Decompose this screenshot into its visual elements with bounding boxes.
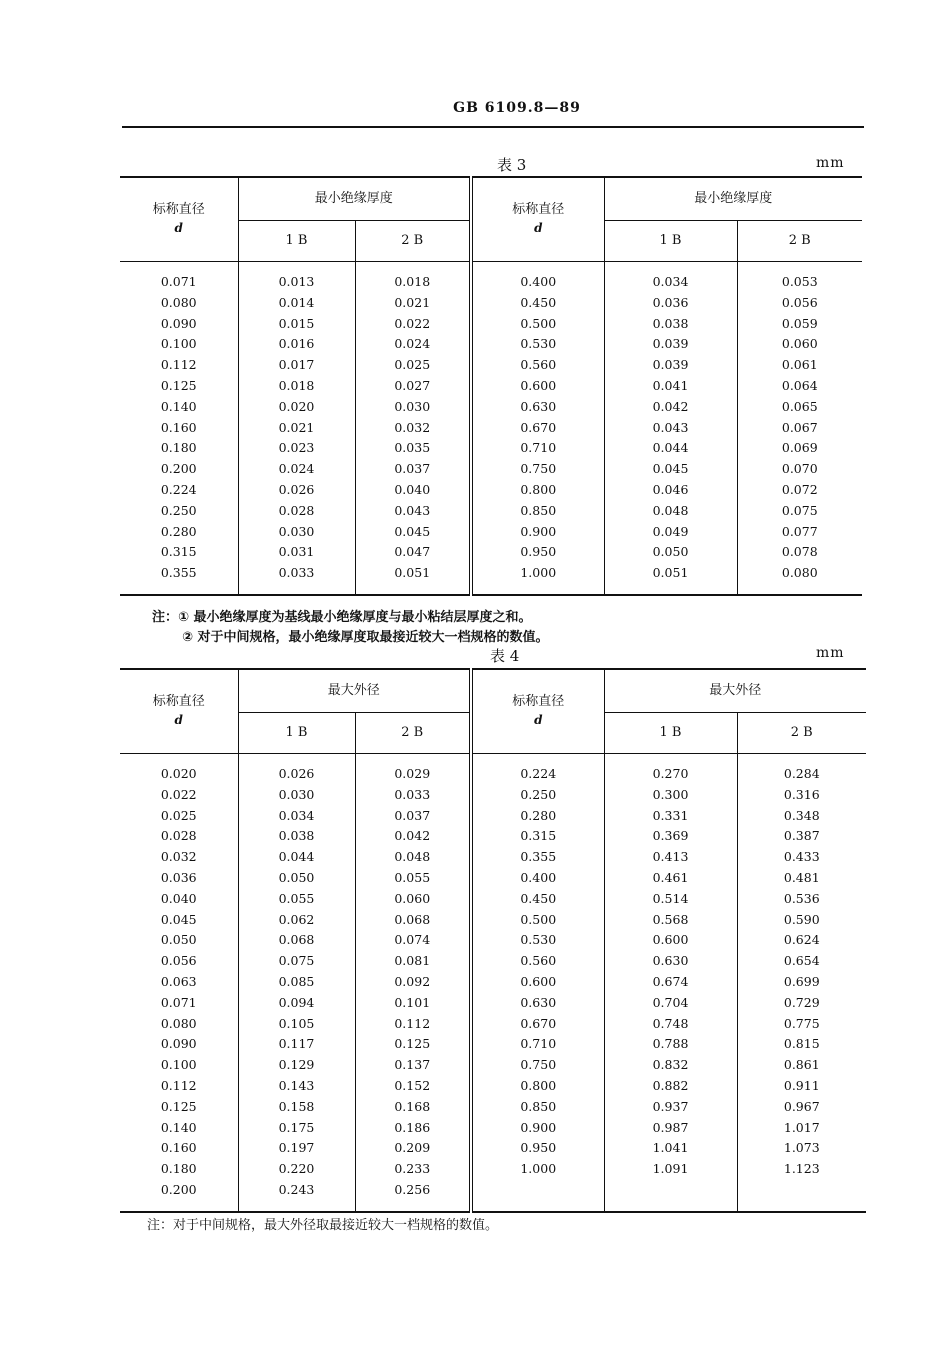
value-2b-cell: 0.911	[737, 1076, 866, 1097]
nominal-diameter-cell: 0.355	[471, 847, 604, 868]
nominal-diameter-cell: 0.560	[471, 951, 604, 972]
nominal-diameter-cell: 0.315	[160, 544, 197, 560]
nominal-diameter-cell: 0.080	[160, 1015, 197, 1031]
value-1b-cell: 0.026	[238, 764, 355, 785]
table-row	[120, 293, 862, 314]
nominal-diameter-cell: 0.028	[160, 828, 197, 844]
value-2b-cell: 0.056	[737, 293, 862, 314]
value-1b-cell: 0.050	[604, 542, 737, 563]
value-2b-cell: 0.072	[737, 480, 862, 501]
value-2b-cell: 0.080	[737, 563, 862, 584]
table3-caption: 表 3	[497, 156, 527, 174]
nominal-diameter-cell: 0.280	[160, 523, 197, 539]
value-1b-cell: 0.075	[238, 951, 355, 972]
value-1b-cell: 0.331	[604, 806, 737, 827]
value-1b-cell: 0.015	[238, 314, 355, 335]
value-2b-cell: 0.775	[737, 1014, 866, 1035]
value-2b-cell: 0.059	[737, 314, 862, 335]
header-rule	[122, 126, 864, 128]
value-1b-cell	[604, 1180, 737, 1201]
value-2b-cell: 0.092	[355, 972, 471, 993]
table3-unit: mm	[816, 155, 845, 171]
table-row	[120, 334, 862, 355]
value-1b-cell: 0.045	[604, 459, 737, 480]
value-1b-cell: 0.987	[604, 1118, 737, 1139]
value-1b-cell: 0.020	[238, 397, 355, 418]
nominal-diameter-cell: 0.224	[471, 764, 604, 785]
table4-header-group: 最大外径	[238, 669, 471, 713]
nominal-diameter-cell: 0.180	[160, 1161, 197, 1177]
header-diameter-label: 标称直径	[152, 694, 205, 709]
value-2b-cell: 0.053	[737, 272, 862, 293]
header-d-label: d	[534, 221, 543, 235]
nominal-diameter-cell: 0.450	[471, 293, 604, 314]
nominal-diameter-cell: 1.000	[471, 1159, 604, 1180]
value-1b-cell: 0.117	[238, 1034, 355, 1055]
nominal-diameter-cell: 0.450	[471, 889, 604, 910]
value-1b-cell: 0.030	[238, 785, 355, 806]
value-1b-cell: 0.630	[604, 951, 737, 972]
value-1b-cell: 0.036	[604, 293, 737, 314]
value-2b-cell: 0.065	[737, 397, 862, 418]
nominal-diameter-cell: 0.950	[471, 1138, 604, 1159]
value-1b-cell: 0.049	[604, 522, 737, 543]
table-row	[120, 501, 862, 522]
nominal-diameter-cell: 0.530	[471, 334, 604, 355]
table-row	[120, 542, 862, 563]
value-1b-cell: 0.044	[604, 438, 737, 459]
value-1b-cell: 0.043	[604, 418, 737, 439]
nominal-diameter-cell: 0.180	[160, 440, 197, 456]
value-1b-cell: 0.068	[238, 930, 355, 951]
nominal-diameter-cell: 0.850	[471, 1097, 604, 1118]
value-1b-cell: 0.748	[604, 1014, 737, 1035]
table3-header-group-right: 最小绝缘厚度	[604, 177, 862, 221]
table-row	[120, 930, 866, 951]
value-1b-cell: 0.105	[238, 1014, 355, 1035]
value-2b-cell: 0.186	[355, 1118, 471, 1139]
table-row	[120, 972, 866, 993]
nominal-diameter-cell: 0.080	[160, 294, 197, 310]
value-2b-cell: 0.112	[355, 1014, 471, 1035]
value-1b-cell: 0.600	[604, 930, 737, 951]
nominal-diameter-cell: 0.710	[471, 1034, 604, 1055]
value-1b-cell: 0.937	[604, 1097, 737, 1118]
value-1b-cell: 0.220	[238, 1159, 355, 1180]
value-2b-cell: 0.967	[737, 1097, 866, 1118]
table-row	[120, 847, 866, 868]
value-2b-cell: 0.067	[737, 418, 862, 439]
value-1b-cell: 0.568	[604, 910, 737, 931]
value-2b-cell: 0.018	[355, 272, 471, 293]
value-2b-cell: 0.233	[355, 1159, 471, 1180]
value-1b-cell: 0.882	[604, 1076, 737, 1097]
value-1b-cell: 0.039	[604, 334, 737, 355]
value-1b-cell: 0.031	[238, 542, 355, 563]
value-1b-cell: 0.085	[238, 972, 355, 993]
value-2b-cell: 0.074	[355, 930, 471, 951]
value-1b-cell: 0.041	[604, 376, 737, 397]
value-1b-cell: 0.038	[238, 826, 355, 847]
table-row	[120, 1055, 866, 1076]
table-row	[120, 314, 862, 335]
table-row	[120, 272, 862, 293]
value-2b-cell: 0.861	[737, 1055, 866, 1076]
nominal-diameter-cell: 0.090	[160, 1036, 197, 1052]
nominal-diameter-cell: 0.071	[160, 994, 197, 1010]
value-1b-cell: 0.034	[238, 806, 355, 827]
nominal-diameter-cell: 0.045	[160, 911, 197, 927]
nominal-diameter-cell: 0.160	[160, 1140, 197, 1156]
value-2b-cell: 0.060	[737, 334, 862, 355]
header-d-label: d	[534, 713, 543, 727]
value-2b-cell: 0.024	[355, 334, 471, 355]
table4-unit: mm	[816, 645, 845, 661]
value-1b-cell: 0.143	[238, 1076, 355, 1097]
nominal-diameter-cell: 0.200	[160, 461, 197, 477]
table-row	[120, 1034, 866, 1055]
value-1b-cell: 0.158	[238, 1097, 355, 1118]
value-2b-cell: 0.481	[737, 868, 866, 889]
table-row	[120, 785, 866, 806]
table4-header-diameter	[120, 669, 238, 754]
value-2b-cell: 0.070	[737, 459, 862, 480]
table-row	[120, 764, 866, 785]
value-2b-cell: 0.125	[355, 1034, 471, 1055]
nominal-diameter-cell: 0.530	[471, 930, 604, 951]
table4-header-2b-right: 2 B	[737, 713, 866, 754]
nominal-diameter-cell: 0.100	[160, 1057, 197, 1073]
table3-note-2: ② 对于中间规格，最小绝缘厚度取最接近较大一档规格的数值。	[182, 630, 549, 645]
table3-header-diameter-right	[471, 177, 604, 262]
table-row	[120, 397, 862, 418]
nominal-diameter-cell: 0.800	[471, 480, 604, 501]
table-row	[120, 951, 866, 972]
value-2b-cell: 1.123	[737, 1159, 866, 1180]
value-1b-cell: 0.674	[604, 972, 737, 993]
table-row	[120, 806, 866, 827]
table4-header-diameter-right	[471, 669, 604, 754]
table-row	[120, 826, 866, 847]
value-2b-cell: 0.045	[355, 522, 471, 543]
nominal-diameter-cell: 0.020	[160, 766, 197, 781]
value-2b-cell: 0.048	[355, 847, 471, 868]
table4-header-group-right: 最大外径	[604, 669, 866, 713]
table-row	[120, 438, 862, 459]
value-2b-cell: 0.055	[355, 868, 471, 889]
header-diameter-label: 标称直径	[512, 694, 565, 709]
value-1b-cell: 0.243	[238, 1180, 355, 1201]
nominal-diameter-cell: 0.355	[160, 565, 197, 581]
table4-caption: 表 4	[490, 647, 520, 665]
value-1b-cell: 0.046	[604, 480, 737, 501]
value-1b-cell: 0.514	[604, 889, 737, 910]
value-2b-cell: 0.316	[737, 785, 866, 806]
nominal-diameter-cell: 0.800	[471, 1076, 604, 1097]
value-2b-cell: 0.815	[737, 1034, 866, 1055]
value-1b-cell: 0.051	[604, 563, 737, 584]
value-2b-cell: 0.078	[737, 542, 862, 563]
table3-header-2b-right: 2 B	[737, 221, 862, 262]
nominal-diameter-cell: 0.071	[160, 274, 197, 289]
value-1b-cell: 0.042	[604, 397, 737, 418]
table-row	[120, 1097, 866, 1118]
value-2b-cell: 0.284	[737, 764, 866, 785]
value-2b-cell: 0.536	[737, 889, 866, 910]
value-1b-cell: 0.369	[604, 826, 737, 847]
nominal-diameter-cell: 0.560	[471, 355, 604, 376]
table3-header-1b-right: 1 B	[604, 221, 737, 262]
nominal-diameter-cell: 0.250	[160, 502, 197, 518]
value-1b-cell: 0.055	[238, 889, 355, 910]
value-2b-cell: 0.101	[355, 993, 471, 1014]
table-row	[120, 376, 862, 397]
nominal-diameter-cell: 0.900	[471, 1118, 604, 1139]
table-row	[120, 1180, 866, 1201]
value-2b-cell: 0.590	[737, 910, 866, 931]
nominal-diameter-cell: 0.670	[471, 1014, 604, 1035]
value-2b-cell: 0.069	[737, 438, 862, 459]
value-2b-cell: 0.047	[355, 542, 471, 563]
value-2b-cell: 0.022	[355, 314, 471, 335]
table-row	[120, 1159, 866, 1180]
value-2b-cell: 0.075	[737, 501, 862, 522]
value-1b-cell: 0.034	[604, 272, 737, 293]
nominal-diameter-cell: 0.750	[471, 459, 604, 480]
nominal-diameter-cell: 0.280	[471, 806, 604, 827]
value-1b-cell: 0.026	[238, 480, 355, 501]
nominal-diameter-cell: 0.500	[471, 910, 604, 931]
value-1b-cell: 0.175	[238, 1118, 355, 1139]
nominal-diameter-cell: 0.022	[160, 786, 197, 802]
nominal-diameter-cell: 0.036	[160, 869, 197, 885]
header-d-label: d	[174, 221, 183, 235]
value-2b-cell: 0.654	[737, 951, 866, 972]
table-row	[120, 1118, 866, 1139]
value-1b-cell: 0.048	[604, 501, 737, 522]
header-diameter-label: 标称直径	[512, 202, 565, 217]
value-2b-cell: 0.035	[355, 438, 471, 459]
value-1b-cell: 0.023	[238, 438, 355, 459]
table3-header-diameter	[120, 177, 238, 262]
value-2b-cell: 0.021	[355, 293, 471, 314]
nominal-diameter-cell: 0.200	[160, 1181, 197, 1197]
value-2b-cell: 0.624	[737, 930, 866, 951]
nominal-diameter-cell: 0.600	[471, 972, 604, 993]
nominal-diameter-cell: 0.500	[471, 314, 604, 335]
table-row	[120, 1138, 866, 1159]
nominal-diameter-cell: 0.090	[160, 315, 197, 331]
table-row	[120, 418, 862, 439]
nominal-diameter-cell: 0.125	[160, 377, 197, 393]
value-1b-cell: 0.024	[238, 459, 355, 480]
value-2b-cell: 0.209	[355, 1138, 471, 1159]
value-2b-cell: 0.077	[737, 522, 862, 543]
value-1b-cell: 0.129	[238, 1055, 355, 1076]
nominal-diameter-cell: 0.160	[160, 419, 197, 435]
nominal-diameter-cell: 0.125	[160, 1098, 197, 1114]
table-row	[120, 522, 862, 543]
value-1b-cell: 0.788	[604, 1034, 737, 1055]
value-2b-cell: 0.152	[355, 1076, 471, 1097]
table-row	[120, 1014, 866, 1035]
nominal-diameter-cell: 0.032	[160, 849, 197, 865]
nominal-diameter-cell: 0.140	[160, 398, 197, 414]
nominal-diameter-cell: 0.630	[471, 993, 604, 1014]
value-2b-cell: 0.060	[355, 889, 471, 910]
value-1b-cell: 1.091	[604, 1159, 737, 1180]
value-2b-cell: 0.064	[737, 376, 862, 397]
nominal-diameter-cell: 0.900	[471, 522, 604, 543]
value-2b-cell: 0.033	[355, 785, 471, 806]
value-1b-cell: 0.028	[238, 501, 355, 522]
nominal-diameter-cell: 1.000	[471, 563, 604, 584]
table-row	[120, 355, 862, 376]
header-diameter-label: 标称直径	[152, 202, 205, 217]
value-2b-cell: 0.042	[355, 826, 471, 847]
nominal-diameter-cell: 0.710	[471, 438, 604, 459]
value-1b-cell: 0.038	[604, 314, 737, 335]
nominal-diameter-cell: 0.025	[160, 807, 197, 823]
value-2b-cell	[737, 1180, 866, 1201]
value-1b-cell: 0.014	[238, 293, 355, 314]
nominal-diameter-cell: 0.056	[160, 953, 197, 969]
value-2b-cell: 0.037	[355, 459, 471, 480]
value-1b-cell: 0.413	[604, 847, 737, 868]
value-2b-cell: 0.030	[355, 397, 471, 418]
nominal-diameter-cell: 0.050	[160, 932, 197, 948]
value-1b-cell: 0.030	[238, 522, 355, 543]
value-1b-cell: 0.016	[238, 334, 355, 355]
nominal-diameter-cell: 0.670	[471, 418, 604, 439]
value-2b-cell: 0.081	[355, 951, 471, 972]
nominal-diameter-cell: 0.400	[471, 272, 604, 293]
table4-note: 注：对于中间规格，最大外径取最接近较大一档规格的数值。	[147, 1218, 499, 1233]
table-row	[120, 480, 862, 501]
value-2b-cell: 0.068	[355, 910, 471, 931]
table3-header-group: 最小绝缘厚度	[238, 177, 471, 221]
nominal-diameter-cell: 0.600	[471, 376, 604, 397]
value-1b-cell: 0.044	[238, 847, 355, 868]
value-2b-cell: 0.051	[355, 563, 471, 584]
value-2b-cell: 0.387	[737, 826, 866, 847]
nominal-diameter-cell: 0.950	[471, 542, 604, 563]
value-2b-cell: 0.348	[737, 806, 866, 827]
table3-note-1: 注：① 最小绝缘厚度为基线最小绝缘厚度与最小粘结层厚度之和。	[152, 610, 532, 625]
nominal-diameter-cell: 0.112	[160, 1077, 197, 1093]
value-1b-cell: 0.270	[604, 764, 737, 785]
table4-header-1b-right: 1 B	[604, 713, 737, 754]
nominal-diameter-cell: 0.315	[471, 826, 604, 847]
nominal-diameter-cell: 0.040	[160, 890, 197, 906]
value-1b-cell: 0.017	[238, 355, 355, 376]
nominal-diameter-cell: 0.750	[471, 1055, 604, 1076]
nominal-diameter-cell: 0.140	[160, 1119, 197, 1135]
value-1b-cell: 0.300	[604, 785, 737, 806]
nominal-diameter-cell: 0.250	[471, 785, 604, 806]
table-row	[120, 1076, 866, 1097]
nominal-diameter-cell	[471, 1180, 604, 1201]
table-row	[120, 563, 862, 584]
table3	[120, 176, 862, 596]
nominal-diameter-cell: 0.630	[471, 397, 604, 418]
table4-header-2b: 2 B	[355, 713, 471, 754]
value-1b-cell: 0.013	[238, 272, 355, 293]
value-1b-cell: 0.039	[604, 355, 737, 376]
table-row	[120, 910, 866, 931]
value-1b-cell: 0.704	[604, 993, 737, 1014]
value-2b-cell: 0.040	[355, 480, 471, 501]
nominal-diameter-cell: 0.850	[471, 501, 604, 522]
value-2b-cell: 1.073	[737, 1138, 866, 1159]
table3-header-1b: 1 B	[238, 221, 355, 262]
value-2b-cell: 0.027	[355, 376, 471, 397]
value-1b-cell: 0.832	[604, 1055, 737, 1076]
value-1b-cell: 1.041	[604, 1138, 737, 1159]
table4	[120, 668, 866, 1213]
value-1b-cell: 0.461	[604, 868, 737, 889]
table-row	[120, 459, 862, 480]
value-2b-cell: 0.029	[355, 764, 471, 785]
nominal-diameter-cell: 0.112	[160, 357, 197, 373]
value-1b-cell: 0.021	[238, 418, 355, 439]
value-2b-cell: 0.032	[355, 418, 471, 439]
value-2b-cell: 1.017	[737, 1118, 866, 1139]
value-2b-cell: 0.729	[737, 993, 866, 1014]
value-2b-cell: 0.699	[737, 972, 866, 993]
table3-header-2b: 2 B	[355, 221, 471, 262]
value-2b-cell: 0.037	[355, 806, 471, 827]
document-code: GB 6109.8—89	[453, 100, 581, 116]
nominal-diameter-cell: 0.063	[160, 973, 197, 989]
value-2b-cell: 0.256	[355, 1180, 471, 1201]
table-row	[120, 993, 866, 1014]
value-2b-cell: 0.433	[737, 847, 866, 868]
value-1b-cell: 0.018	[238, 376, 355, 397]
value-1b-cell: 0.094	[238, 993, 355, 1014]
value-2b-cell: 0.061	[737, 355, 862, 376]
table-row	[120, 868, 866, 889]
nominal-diameter-cell: 0.224	[160, 481, 197, 497]
table-row	[120, 889, 866, 910]
value-1b-cell: 0.050	[238, 868, 355, 889]
value-1b-cell: 0.197	[238, 1138, 355, 1159]
value-1b-cell: 0.033	[238, 563, 355, 584]
header-d-label: d	[174, 713, 183, 727]
value-1b-cell: 0.062	[238, 910, 355, 931]
value-2b-cell: 0.168	[355, 1097, 471, 1118]
table4-header-1b: 1 B	[238, 713, 355, 754]
value-2b-cell: 0.043	[355, 501, 471, 522]
nominal-diameter-cell: 0.400	[471, 868, 604, 889]
nominal-diameter-cell: 0.100	[160, 336, 197, 352]
value-2b-cell: 0.137	[355, 1055, 471, 1076]
value-2b-cell: 0.025	[355, 355, 471, 376]
